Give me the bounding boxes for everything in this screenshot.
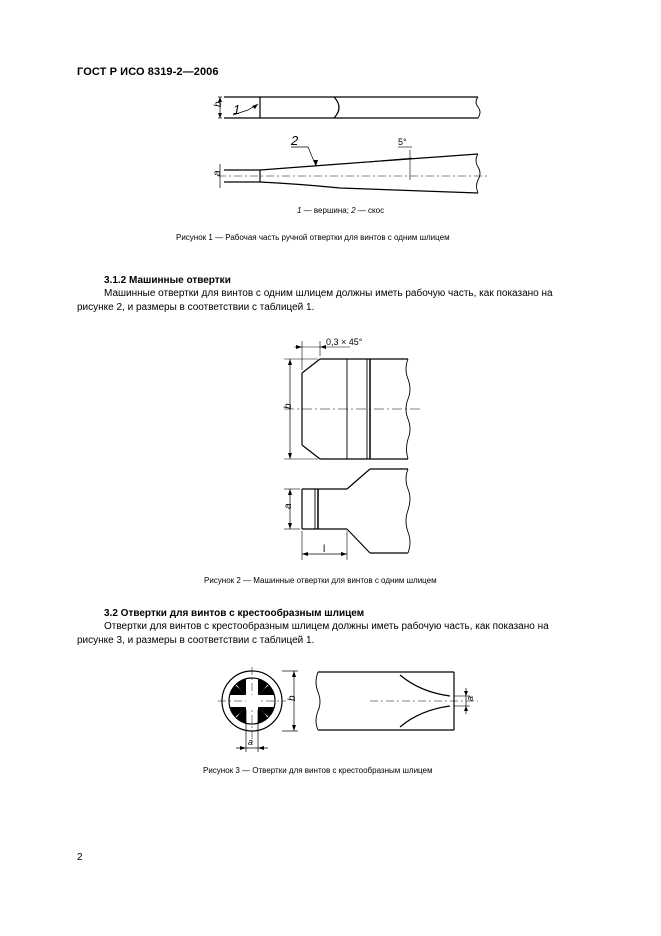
section-3-1-2-heading: 3.1.2 Машинные отвертки [104, 275, 231, 286]
section-3-1-2-text: Машинные отвертки для винтов с одним шлицем должны иметь рабочую часть, как показано на рисунке 2, и размеры в соответствии с таблицей 1. [77, 288, 553, 313]
fig1-caption: Рисунок 1 — Рабочая часть ручной отвертки для винтов с одним шлицем [176, 233, 450, 242]
fig3-caption: Рисунок 3 — Отвертки для винтов с крестообразным шлицем [203, 766, 433, 775]
section-3-2-text: Отвертки для винтов с крестообразным шлицем должны иметь рабочую часть, как показано на рисунке 3, и размеры в соответствии с таблицей 1. [77, 621, 549, 646]
fig1-label-b: b [213, 101, 224, 107]
section-3-2-heading: 3.2 Отвертки для винтов с крестообразным шлицем [104, 608, 365, 619]
fig2-label-b: b [283, 403, 294, 409]
figure-1-drawing [0, 0, 661, 210]
figure-2-drawing [0, 330, 661, 570]
fig1-label-1: 1 [233, 102, 241, 117]
fig1-label-a: a [212, 170, 223, 176]
fig2-label-l: l [323, 544, 326, 555]
document-header: ГОСТ Р ИСО 8319-2—2006 [77, 66, 219, 78]
fig2-caption: Рисунок 2 — Машинные отвертки для винтов с одним шлицем [204, 576, 437, 585]
fig1-legend: 1 — вершина; 2 — скос [297, 206, 385, 215]
fig2-chamfer: 0,3 × 45° [326, 337, 363, 347]
fig3-label-a: a [465, 695, 475, 701]
fig3-label-a2: a [248, 737, 254, 747]
fig3-label-b: b [287, 695, 298, 701]
fig1-label-2: 2 [291, 133, 299, 148]
fig1-angle: 5° [398, 137, 407, 147]
figure-3-drawing [0, 660, 661, 770]
fig2-label-a: a [283, 503, 294, 509]
page-number: 2 [77, 852, 83, 863]
